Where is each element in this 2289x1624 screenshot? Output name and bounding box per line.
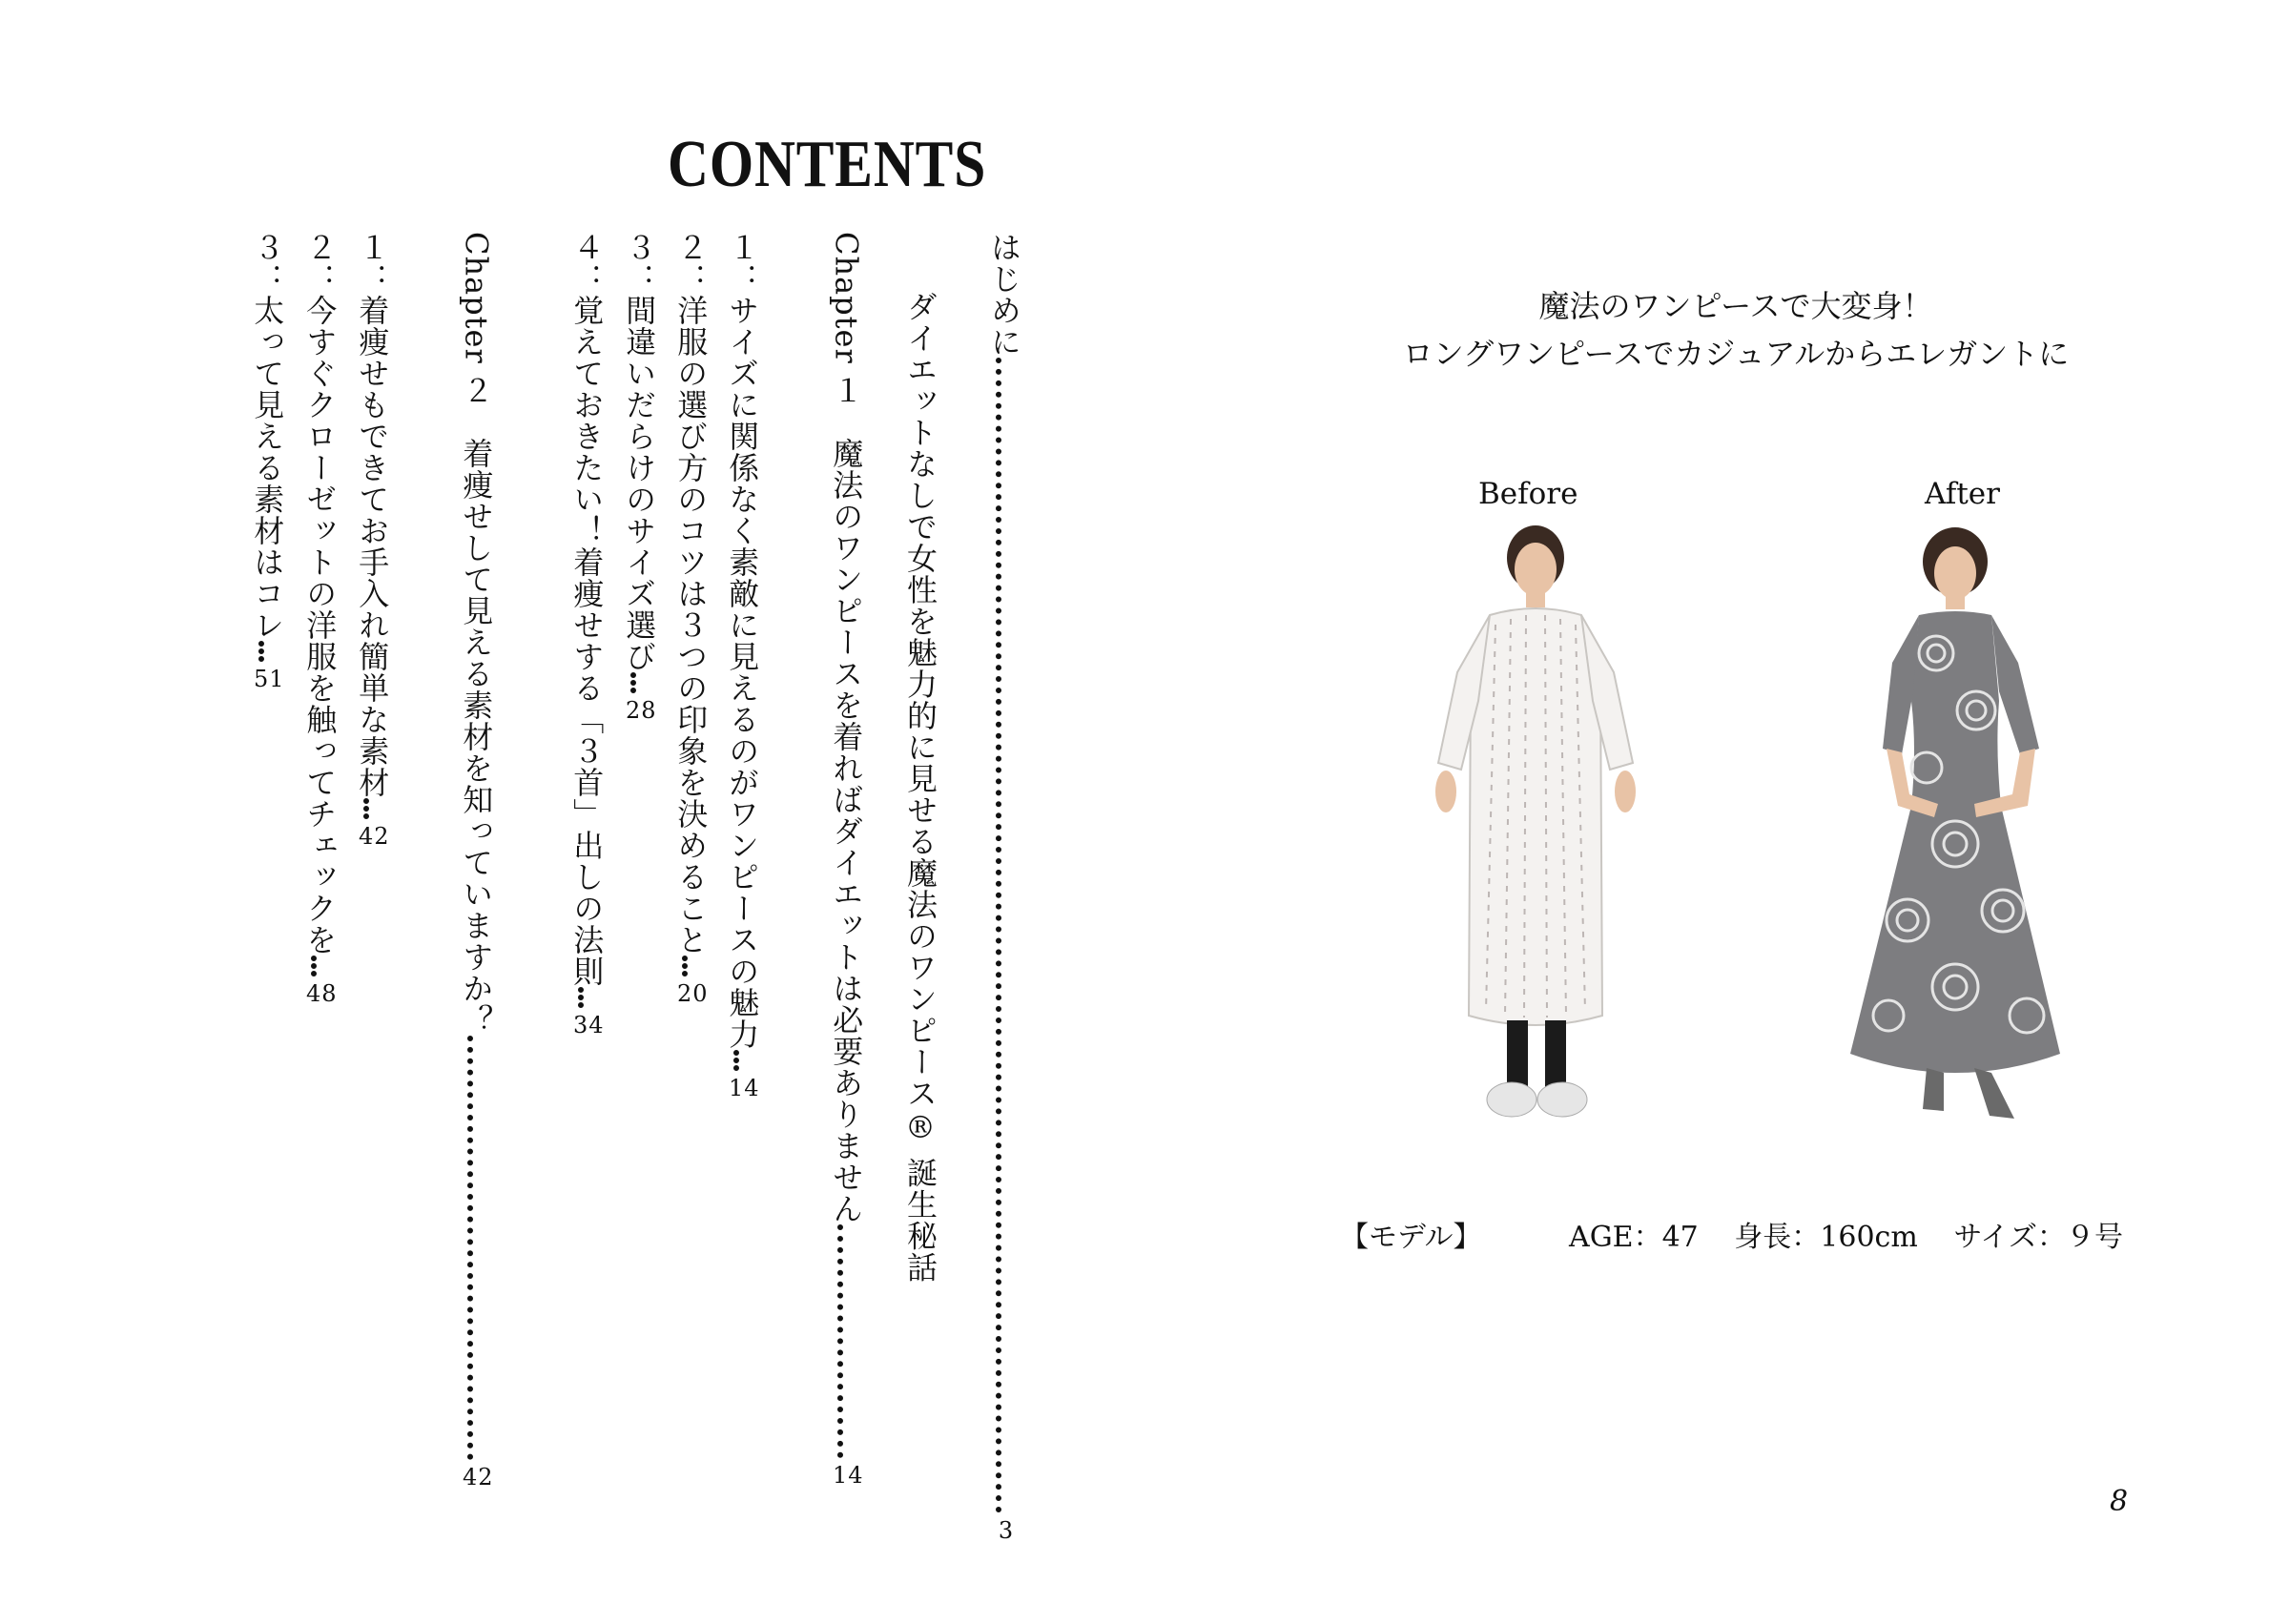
toc-page-number: 14	[833, 1461, 864, 1489]
toc-page-number: 28	[626, 697, 657, 724]
after-label: After	[1925, 477, 2000, 511]
leader-dots	[996, 358, 1001, 1513]
toc-label: はじめに	[986, 232, 1022, 358]
toc-page-number: 20	[677, 980, 709, 1007]
leader-dots	[682, 956, 688, 976]
toc-label: Chapter １ 魔法のワンピースを着ればダイエットは必要ありません	[828, 232, 865, 1224]
toc-page-number: 42	[463, 1463, 494, 1490]
toc-entry-intro[interactable]	[986, 232, 1022, 1544]
toc-entry-2-3[interactable]	[250, 232, 285, 690]
before-photo	[1412, 520, 1660, 1140]
leader-dots	[630, 672, 636, 693]
feature-heading-line-2: ロングワンピースでカジュアルからエレガントに	[1402, 336, 2070, 372]
toc-label: ダイエットなしで女性を魅力的に見せる魔法のワンピース® 誕生秘話	[902, 291, 938, 1284]
leader-dots	[363, 798, 369, 819]
toc-page-number: 51	[254, 666, 285, 692]
toc-entry-1-1[interactable]	[725, 232, 760, 1100]
toc-entry-2-1[interactable]	[355, 232, 390, 848]
leader-dots	[837, 1224, 843, 1458]
model-label: 【モデル】	[1340, 1221, 1482, 1254]
toc-label: ３：間違いだらけのサイズ選び	[621, 232, 658, 672]
leader-dots	[467, 1036, 473, 1460]
after-photo	[1831, 520, 2079, 1140]
toc-label: ３：太って見える素材はコレ	[249, 232, 286, 641]
toc-label: １：サイズに関係なく素敵に見えるのがワンピースの魅力	[724, 232, 761, 1050]
left-page	[0, 0, 1144, 1624]
toc-entry-intro-sub[interactable]	[902, 291, 938, 1284]
toc-entry-1-2[interactable]	[673, 232, 709, 1005]
toc-label: ２：洋服の選び方のコツは３つの印象を決めること	[672, 232, 710, 956]
contents-title: CONTENTS	[668, 128, 987, 201]
toc-entry-chapter-2[interactable]	[459, 232, 494, 1489]
toc-entry-1-4[interactable]	[569, 232, 605, 1037]
toc-label: ２：今すぐクローゼットの洋服を触ってチェックを	[301, 232, 339, 956]
toc-entry-1-3[interactable]	[622, 232, 657, 722]
leader-dots	[311, 956, 317, 976]
toc-page-number: 34	[573, 1012, 605, 1038]
toc-label: ４：覚えておきたい！着痩せする「３首」出しの法則	[568, 232, 606, 987]
leader-dots	[733, 1050, 739, 1071]
model-height: 身長：160cm	[1734, 1221, 1918, 1254]
model-age: AGE：47	[1569, 1221, 1699, 1254]
toc-entry-2-2[interactable]	[302, 232, 338, 1005]
leader-dots	[578, 987, 584, 1008]
toc-entry-chapter-1[interactable]	[829, 232, 864, 1487]
toc-label: Chapter ２ 着痩せして見える素材を知っていますか？	[458, 232, 495, 1036]
toc-page-number: 14	[729, 1075, 760, 1101]
feature-heading-line-1: 魔法のワンピースで大変身！	[1538, 288, 1933, 324]
toc-label: １：着痩せもできてお手入れ簡単な素材	[354, 232, 391, 798]
model-size: サイズ：９号	[1953, 1221, 2123, 1254]
toc-page-number: 42	[359, 823, 390, 850]
toc-page-number: 48	[306, 980, 338, 1007]
leader-dots	[258, 641, 264, 662]
before-label: Before	[1478, 477, 1578, 511]
toc-page-number: 3	[998, 1517, 1015, 1544]
model-info	[1340, 1213, 2123, 1255]
page-number: 8	[2110, 1485, 2129, 1518]
